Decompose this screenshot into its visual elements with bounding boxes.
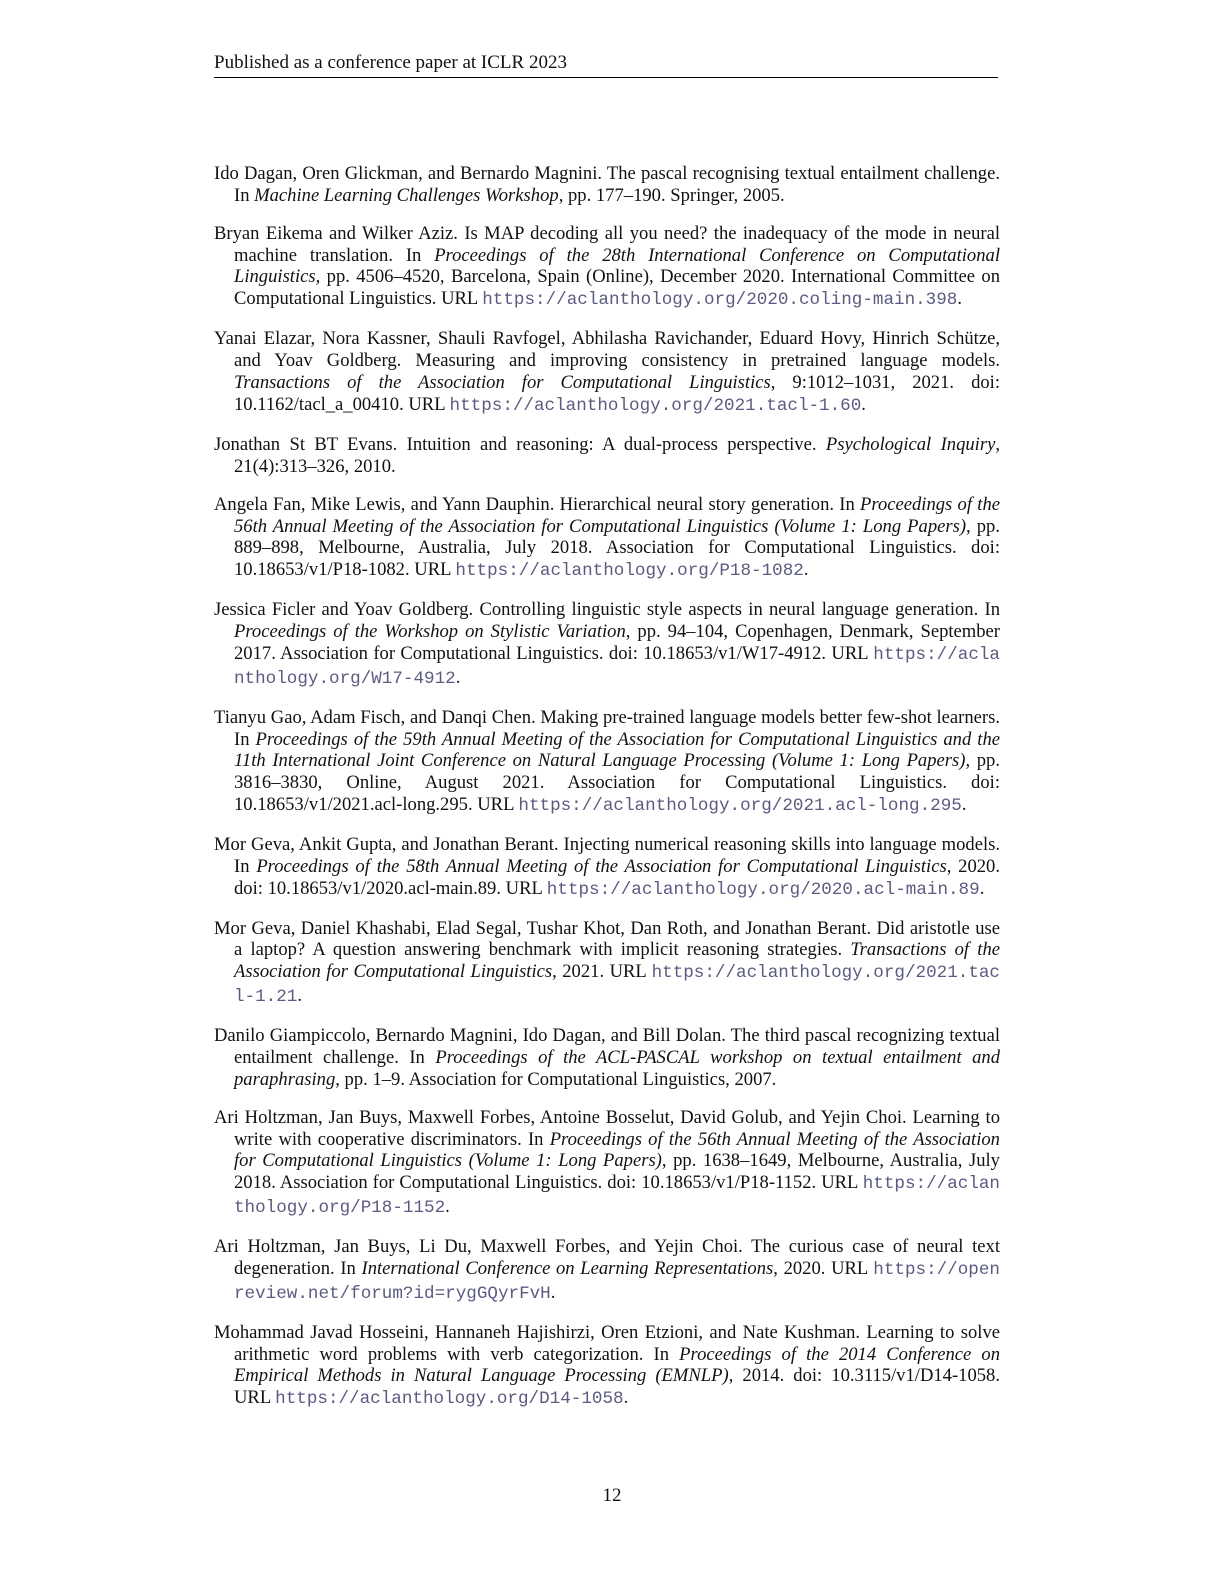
reference-text: , pp. 1–9. Association for Computational Linguistics, 2007. [335,1068,777,1090]
reference-text: . [861,393,866,415]
reference-text: Mor Geva, Ankit Gupta, and Jonathan Berant. Injecting numerical reasoning skills into language models. In [214,834,1000,877]
reference-text: Mor Geva, Daniel Khashabi, Elad Segal, Tushar Khot, Dan Roth, and Jonathan Berant. Did aristotle use a laptop? A question answering benchmark with implicit reasoning strategies. [214,917,1000,961]
reference-text: Bryan Eikema and Wilker Aziz. Is MAP decoding all you need? the inadequacy of the mode in neural machine translation. In [214,222,1000,266]
reference-text: Mohammad Javad Hosseini, Hannaneh Hajishirzi, Oren Etzioni, and Nate Kushman. Learning to solve arithmetic word problems with verb categorization. In [214,1321,1000,1365]
reference-text: Jonathan St BT Evans. Intuition and reasoning: A dual-process perspective. [214,433,826,455]
reference-holtzman2018 [214,1107,1000,1220]
reference-text: Tianyu Gao, Adam Fisch, and Danqi Chen. Making pre-trained language models better few-shot learners. In [214,706,1000,750]
reference-ficler [214,599,1000,690]
reference-url-link[interactable]: https://openreview.net/forum?id=rygGQyrFvH [234,1259,1000,1304]
reference-venue: Proceedings of the 58th Annual Meeting of the Association for Computational Linguistics [256,855,947,877]
reference-text: , 2020. doi: 10.18653/v1/2020.acl-main.89. URL [234,855,1000,899]
reference-url-link[interactable]: https://aclanthology.org/2020.acl-main.89 [546,879,980,900]
reference-url-link[interactable]: https://aclanthology.org/W17-4912 [234,644,1000,689]
reference-url-link[interactable]: https://aclanthology.org/2021.acl-long.295 [518,795,962,816]
reference-text: , pp. 889–898, Melbourne, Australia, July 2018. Association for Computational Linguistics. doi: 10.18653/v1/P18-1082. URL [234,515,1000,581]
reference-text: , 21(4):313–326, 2010. [234,433,1000,477]
reference-gao [214,707,1000,818]
reference-elazar [214,328,1000,417]
reference-url-link[interactable]: https://aclanthology.org/2020.coling-main.398 [482,290,958,311]
reference-text: , pp. 1638–1649, Melbourne, Australia, July 2018. Association for Computational Linguistics. doi: 10.18653/v1/P18-1152. URL [234,1150,1000,1194]
reference-url-link[interactable]: https://aclanthology.org/2021.tacl-1.60 [449,395,862,416]
page-number: 12 [602,1485,622,1506]
reference-hosseini [214,1322,1000,1411]
reference-venue: Proceedings of the 59th Annual Meeting of the Association for Computational Linguistics and the 11th International Joint Conference on Natural Language Processing (Volume 1: Long Papers) [234,728,1001,772]
reference-list [214,163,1000,1427]
reference-holtzman2020 [214,1236,1000,1305]
reference-venue: Proceedings of the 28th International Conference on Computational Linguistics [234,244,1000,288]
reference-text: . [803,559,809,581]
reference-venue: Proceedings of the 2014 Conference on Empirical Methods in Natural Language Processing (EMNLP) [234,1343,1000,1387]
reference-text: Angela Fan, Mike Lewis, and Yann Dauphin. Hierarchical neural story generation. In [214,493,861,515]
reference-url-link[interactable]: https://aclanthology.org/P18-1152 [234,1174,1000,1219]
reference-text: , pp. 177–190. Springer, 2005. [558,184,785,206]
reference-venue: Proceedings of the ACL-PASCAL workshop on textual entailment and paraphrasing [234,1046,1001,1090]
reference-text: . [623,1387,629,1409]
reference-text: . [961,793,967,815]
reference-text: . [297,985,303,1007]
reference-text: Ari Holtzman, Jan Buys, Maxwell Forbes, Antoine Bosselut, David Golub, and Yejin Choi. Learning to write with cooperative discriminators. In [214,1106,1000,1150]
reference-evans [214,434,1000,478]
reference-giampiccolo [214,1025,1000,1090]
reference-geva2020 [214,834,1000,901]
reference-text: . [455,666,461,688]
reference-text: Jessica Ficler and Yoav Goldberg. Controlling linguistic style aspects in neural language generation. In [214,599,1000,621]
running-header: Published as a conference paper at ICLR 2023 [214,50,998,78]
reference-text: . [445,1196,450,1218]
reference-url-link[interactable]: https://aclanthology.org/2021.tacl-1.21 [234,963,1000,1008]
reference-text: Ido Dagan, Oren Glickman, and Bernardo Magnini. The pascal recognising textual entailment challenge. In [214,163,1000,206]
reference-venue: Proceedings of the 56th Annual Meeting of the Association for Computational Linguistics (Volume 1: Long Papers) [234,493,1000,537]
reference-fan [214,494,1000,583]
reference-venue: Transactions of the Association for Computational Linguistics [234,939,1000,983]
reference-url-link[interactable]: https://aclanthology.org/P18-1082 [455,561,804,582]
reference-venue: Proceedings of the 56th Annual Meeting of the Association for Computational Linguistics (Volume 1: Long Papers) [234,1128,1000,1172]
reference-text: , pp. 94–104, Copenhagen, Denmark, September 2017. Association for Computational Linguistics. doi: 10.18653/v1/W17-4912. URL [234,621,1000,664]
reference-text: , 2014. doi: 10.3115/v1/D14-1058. URL [234,1365,1000,1409]
reference-geva2021 [214,918,1000,1009]
reference-venue: Proceedings of the Workshop on Stylistic Variation [234,621,626,643]
reference-url-link[interactable]: https://aclanthology.org/D14-1058 [275,1389,624,1410]
reference-text: Danilo Giampiccolo, Bernardo Magnini, Ido Dagan, and Bill Dolan. The third pascal recognizing textual entailment challenge. In [214,1025,1000,1068]
reference-text: . [957,288,963,310]
reference-text: , 9:1012–1031, 2021. doi: 10.1162/tacl_a_00410. URL [234,371,1000,415]
reference-venue: International Conference on Learning Representations [361,1257,774,1279]
reference-text: . [550,1281,556,1303]
reference-text: , 2021. URL [552,961,652,983]
reference-venue: Transactions of the Association for Computational Linguistics [234,371,771,393]
reference-text: , pp. 4506–4520, Barcelona, Spain (Online), December 2020. International Committee on Computational Linguistics. URL [234,266,1000,310]
reference-text: , pp. 3816–3830, Online, August 2021. Association for Computational Linguistics. doi: 10.18653/v1/2021.acl-long.295. URL [234,750,1000,815]
reference-text: , 2020. URL [773,1257,874,1279]
reference-venue: Machine Learning Challenges Workshop [254,184,559,206]
reference-venue: Psychological Inquiry [825,433,996,455]
reference-text: Ari Holtzman, Jan Buys, Li Du, Maxwell Forbes, and Yejin Choi. The curious case of neural text degeneration. In [214,1236,1000,1279]
reference-text: Yanai Elazar, Nora Kassner, Shauli Ravfogel, Abhilasha Ravichander, Eduard Hovy, Hinrich Schütze, and Yoav Goldberg. Measuring and improving consistency in pretrained language models. [214,328,1000,372]
reference-text: . [979,877,985,899]
reference-eikema [214,223,1000,312]
reference-dagan [214,163,1000,207]
